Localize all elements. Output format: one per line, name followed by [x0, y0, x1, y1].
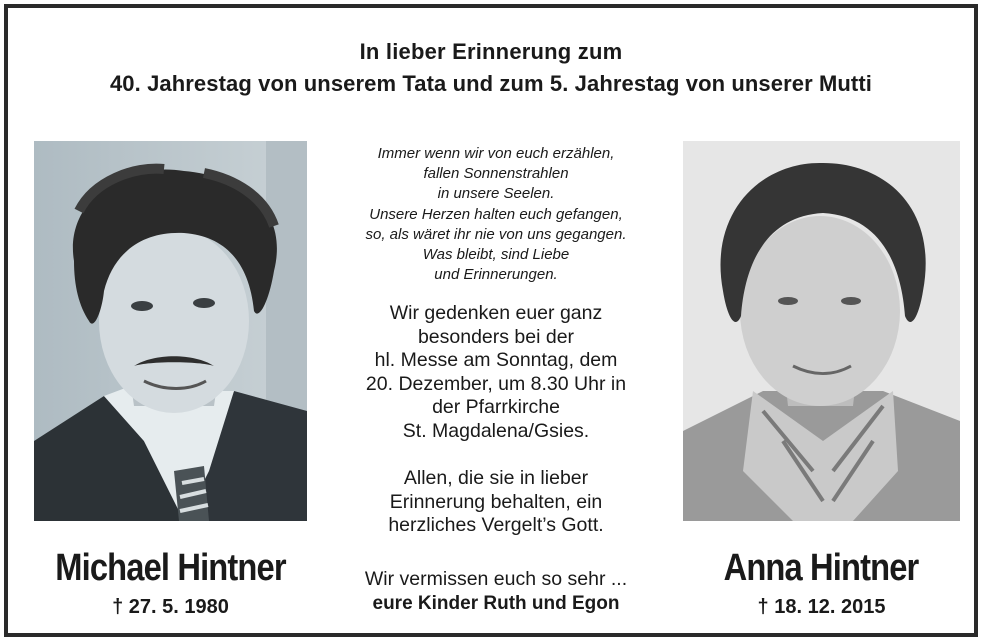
card-header: [8, 38, 974, 99]
portrait-anna: [683, 141, 960, 521]
poem-line: und Erinnerungen.: [434, 266, 558, 284]
name-anna: Anna Hintner: [723, 547, 919, 589]
portrait-michael: [34, 141, 307, 521]
poem-line: Was bleibt, sind Liebe: [422, 246, 570, 264]
mass-notice-line: besonders bei der: [417, 325, 575, 348]
thanks-line: Allen, die sie in lieber: [403, 467, 589, 489]
poem-line: in unsere Seelen.: [437, 185, 555, 203]
header-line-2: 40. Jahrestag von unserem Tata und zum 5. Jahrestag von unserer Mutti: [109, 71, 873, 96]
header-line-1: In lieber Erinnerung zum: [359, 39, 623, 64]
poem: [326, 144, 666, 285]
closing-line: Wir vermissen euch so sehr ...: [364, 568, 628, 590]
name-michael: Michael Hintner: [55, 547, 286, 589]
mass-notice-line: Wir gedenken euer ganz: [389, 302, 603, 324]
mass-notice: [326, 302, 666, 443]
poem-line: fallen Sonnenstrahlen: [423, 165, 569, 183]
signature: eure Kinder Ruth und Egon: [372, 593, 620, 614]
mass-notice-line: St. Magdalena/Gsies.: [402, 419, 590, 442]
death-date-anna: † 18. 12. 2015: [757, 596, 886, 618]
poem-line: so, als wäret ihr nie von uns gegangen.: [365, 225, 627, 243]
mass-notice-line: 20. Dezember, um 8.30 Uhr in: [365, 372, 627, 395]
mass-notice-line: der Pfarrkirche: [432, 396, 560, 418]
mass-notice-line: hl. Messe am Sonntag, dem: [374, 349, 618, 371]
thanks-text: [326, 467, 666, 538]
death-date-michael: † 27. 5. 1980: [112, 596, 229, 618]
thanks-line: herzliches Vergelt’s Gott.: [388, 514, 604, 536]
thanks-line: Erinnerung behalten, ein: [389, 490, 603, 513]
memorial-card: [4, 4, 978, 637]
poem-line: Unsere Herzen halten euch gefangen,: [369, 205, 623, 223]
poem-line: Immer wenn wir von euch erzählen,: [377, 145, 615, 162]
